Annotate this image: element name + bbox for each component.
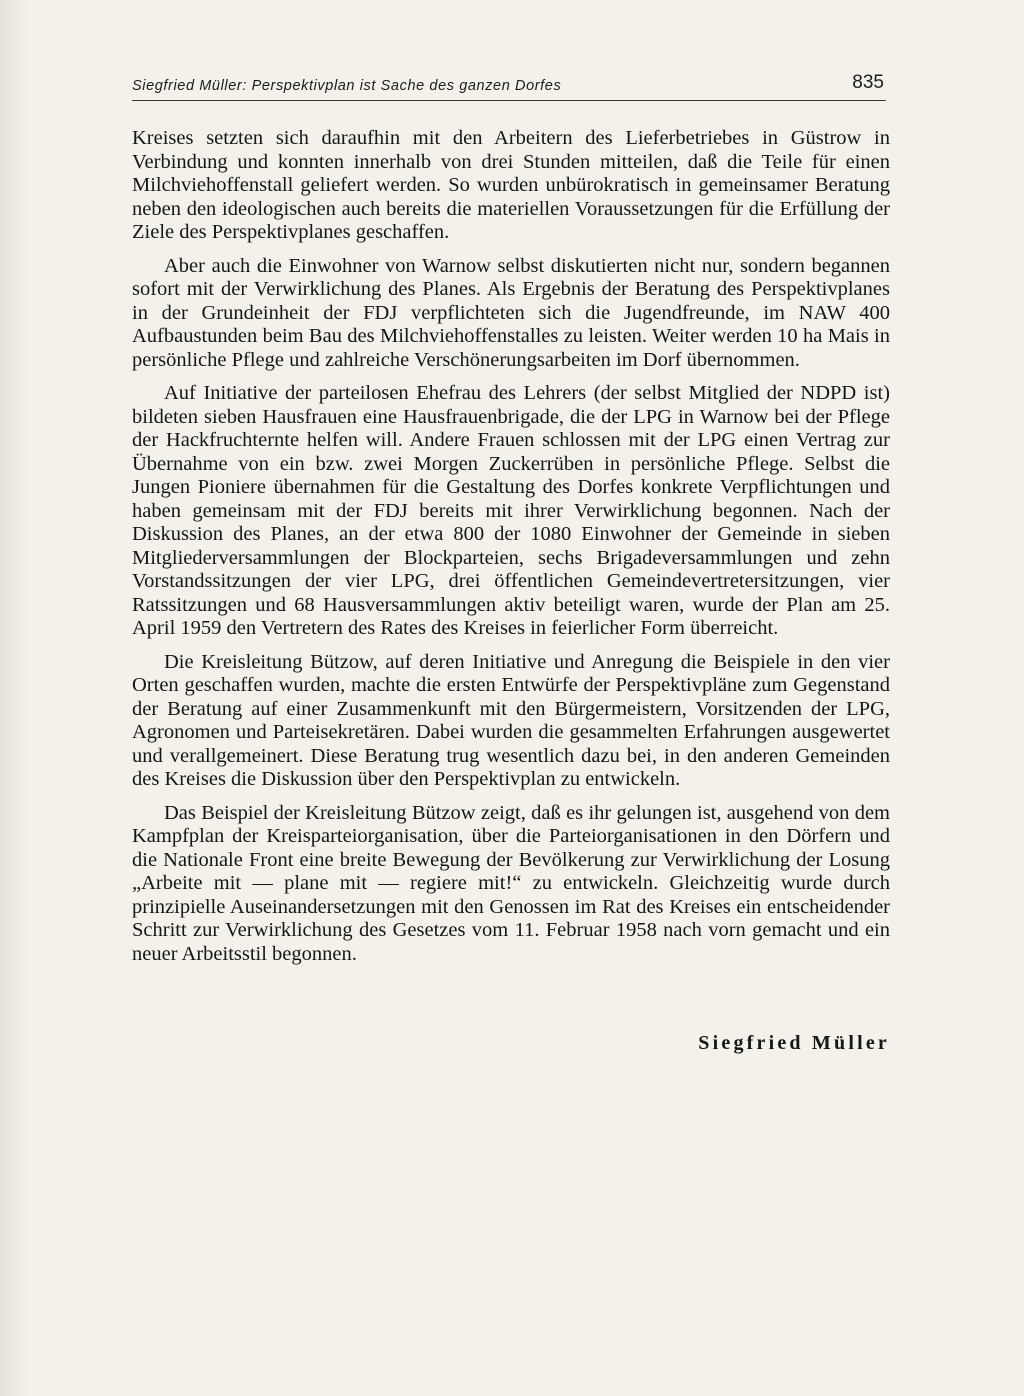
page-left-edge	[0, 0, 30, 1396]
running-title: Siegfried Müller: Perspektivplan ist Sache des ganzen Dorfes	[132, 78, 562, 94]
header-rule	[132, 100, 886, 101]
body-text	[132, 127, 890, 976]
paragraph-1: Kreises setzten sich daraufhin mit den Arbeitern des Lieferbetriebes in Güstrow in Verbindung und konnten innerhalb von drei Stunden mitteilen, daß die Teile für einen Milchviehoffenstall geliefert werden. So wurden unbürokratisch in gemeinsamer Beratung neben den ideologischen auch bereits die materiellen Voraussetzungen für die Erfüllung der Ziele des Perspektivplanes geschaffen.	[132, 127, 890, 243]
paragraph-5: Das Beispiel der Kreisleitung Bützow zeigt, daß es ihr gelungen ist, ausgehend von dem Kampfplan der Kreisparteiorganisation, über die Parteiorganisationen in den Dörfern und die Nationale Front eine breite Bewegung der Bevölkerung zur Verwirklichung der Losung „Arbeite mit — plane mit — regiere mit!“ zu entwickeln. Gleichzeitig wurde durch prinzipielle Auseinandersetzungen mit den Genossen im Rat des Kreises ein entscheidender Schritt zur Verwirklichung des Gesetzes vom 11. Februar 1958 nach vorn gemacht und ein neuer Arbeitsstil begonnen.	[132, 801, 890, 965]
paragraph-2: Aber auch die Einwohner von Warnow selbst diskutierten nicht nur, sondern begannen sofort mit der Verwirklichung des Planes. Als Ergebnis der Beratung des Perspektivplanes in der Grundeinheit der FDJ verpflichteten sich die Jugendfreunde, im NAW 400 Aufbaustunden beim Bau des Milchviehoffenstalles zu leisten. Weiter werden 10 ha Mais in persönliche Pflege und zahlreiche Verschönerungsarbeiten im Dorf übernommen.	[132, 254, 890, 371]
author-signature: Siegfried Müller	[698, 1032, 890, 1054]
paragraph-4: Die Kreisleitung Bützow, auf deren Initiative und Anregung die Beispiele in den vier Orten geschaffen wurden, machte die ersten Entwürfe der Perspektivpläne zum Gegenstand der Beratung auf einer Zusammenkunft mit den Bürgermeistern, Vorsitzenden der LPG, Agronomen und Parteisekretären. Dabei wurden die gesammelten Erfahrungen ausgewertet und verallgemeinert. Diese Beratung trug wesentlich dazu bei, in den anderen Gemeinden des Kreises die Diskussion über den Perspektivplan zu entwickeln.	[132, 650, 890, 790]
page-header	[132, 68, 886, 102]
page-number: 835	[852, 72, 884, 93]
paragraph-3: Auf Initiative der parteilosen Ehefrau des Lehrers (der selbst Mitglied der NDPD ist) bildeten sieben Hausfrauen eine Hausfrauenbrigade, die der LPG in Warnow bei der Pflege der Hackfruchternte helfen will. Andere Frauen schlossen mit der LPG einen Vertrag zur Übernahme von ein bzw. zwei Morgen Zuckerrüben in persönliche Pflege. Selbst die Jungen Pioniere übernahmen für die Gestaltung des Dorfes konkrete Verpflichtungen und haben gemeinsam mit der FDJ bereits mit ihrer Verwirklichung begonnen. Nach der Diskussion des Planes, an der etwa 800 der 1080 Einwohner der Gemeinde in sieben Mitgliederversammlungen der Blockparteien, sechs Brigadeversammlungen und zehn Vorstandssitzungen der vier LPG, drei öffentlichen Gemeindevertretersitzungen, vier Ratssitzungen und 68 Hausversammlungen aktiv beteiligt waren, wurde der Plan am 25. April 1959 den Vertretern des Rates des Kreises in feierlicher Form überreicht.	[132, 382, 890, 639]
